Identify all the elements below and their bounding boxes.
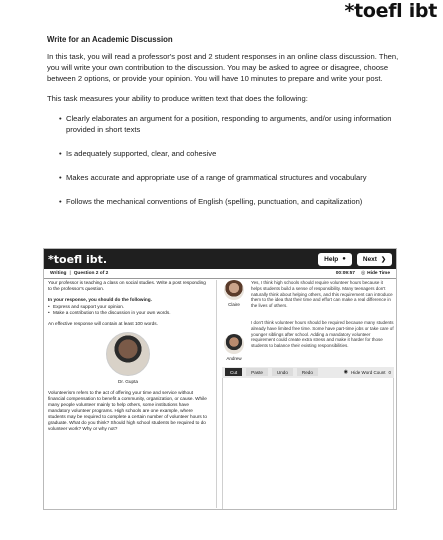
student-response bbox=[251, 320, 394, 361]
response-textarea[interactable] bbox=[222, 378, 394, 510]
instruction-item: • Express and support your opinion. bbox=[48, 304, 208, 310]
next-button[interactable] bbox=[357, 253, 392, 266]
help-dot-icon: ● bbox=[342, 256, 346, 262]
word-count: 0 bbox=[388, 369, 391, 375]
help-label: Help bbox=[324, 255, 339, 263]
separator: | bbox=[69, 271, 71, 276]
intro-paragraph-1: In this task, you will read a professor's post and 2 student responses in an online class discussion. Then, you will write your own contribution to the discussion. You may be asked to agree or disagree, choose between 2 options, or provide your opinion. You will have 10 minutes to prepare and write your post. bbox=[47, 52, 399, 83]
instruction-item: • Make a contribution to the discussion in your own words. bbox=[48, 310, 208, 316]
toefl-logo: *toefl ibt bbox=[344, 0, 437, 22]
cut-button[interactable]: Cut bbox=[225, 368, 242, 376]
window-logo: *toefl ibt. bbox=[48, 252, 108, 266]
eye-slash-icon: ◉ bbox=[343, 369, 349, 376]
criteria-item: • Is adequately supported, clear, and cohesive bbox=[59, 148, 399, 159]
panel-divider bbox=[216, 280, 217, 508]
eye-icon: ◎ bbox=[360, 271, 366, 276]
hide-time-button[interactable]: Hide Time bbox=[367, 271, 390, 276]
student-avatar bbox=[224, 280, 244, 300]
professor-name: Dr. Gupta bbox=[117, 379, 139, 384]
student-avatar bbox=[224, 334, 244, 354]
student-response-text: I don't think volunteer hours should be required because many students already have limited free time. Some have part-time jobs or take care of younger siblings after school. Adding a mandatory volunteer requirement could create extra stress and make it harder for those students to balance their existing responsibilities. bbox=[251, 319, 394, 349]
criteria-item: • Clearly elaborates an argument for a position, responding to arguments, and/or using information provided in short texts bbox=[59, 113, 399, 135]
student-avatar-block bbox=[222, 280, 246, 314]
help-button[interactable] bbox=[318, 253, 352, 266]
prompt-panel bbox=[48, 280, 208, 508]
criteria-item: • Follows the mechanical conventions of English (spelling, punctuation, and capitalization) bbox=[59, 196, 399, 207]
chevron-right-icon: ❯ bbox=[380, 256, 386, 263]
student-response bbox=[251, 280, 394, 314]
next-label: Next bbox=[362, 255, 377, 263]
test-header-bar bbox=[44, 249, 396, 269]
intro-title: Write for an Academic Discussion bbox=[47, 35, 173, 44]
hide-word-count-label: Hide Word Count bbox=[351, 369, 386, 375]
timer: 00:09:57 bbox=[335, 271, 355, 276]
section-label: Writing bbox=[50, 271, 67, 276]
editor-toolbar bbox=[222, 367, 394, 378]
student-name: Andrew bbox=[226, 355, 242, 361]
prompt-intro: Your professor is teaching a class on social studies. Write a post responding to the professor's question. bbox=[48, 280, 206, 291]
word-requirement: An effective response will contain at least 100 words. bbox=[48, 321, 158, 326]
question-counter: Question 2 of 2 bbox=[73, 271, 109, 276]
instructions-list bbox=[48, 304, 208, 316]
professor-avatar bbox=[106, 332, 150, 376]
redo-button[interactable]: Redo bbox=[297, 368, 318, 376]
discussion-panel bbox=[222, 280, 394, 510]
intro-paragraph-2: This task measures your ability to produce written text that does the following: bbox=[47, 94, 308, 103]
undo-button[interactable]: Undo bbox=[272, 368, 293, 376]
professor-question: Volunteerism refers to the act of offering your time and service without financial compensation to benefit a community, organization, or cause. While many people volunteer mainly to help others, some institutions have mandatory volunteer programs. High schools are one example, where students may be required to complete a certain number of volunteer hours to graduate. What do you think? Should high school students be required to do volunteer work? Why or why not? bbox=[48, 390, 207, 431]
task-intro bbox=[47, 34, 399, 220]
student-avatar-block bbox=[222, 320, 246, 361]
student-name: Claire bbox=[228, 302, 240, 307]
test-window-screenshot bbox=[43, 248, 397, 510]
student-post bbox=[222, 320, 394, 361]
student-post bbox=[222, 280, 394, 314]
student-response-text: Yes, I think high schools should require volunteer hours because it helps students build a sense of responsibility. Many teenagers don't naturally think about helping others, and this requirement can introduce them to the idea that their time and effort can make a real difference in the lives of others. bbox=[251, 280, 393, 309]
question-bar bbox=[44, 269, 396, 279]
criteria-list bbox=[59, 113, 399, 207]
instructions-heading: In your response, you should do the following. bbox=[48, 297, 152, 302]
hide-word-count-toggle[interactable] bbox=[344, 369, 391, 375]
criteria-item: • Makes accurate and appropriate use of a range of grammatical structures and vocabulary bbox=[59, 172, 399, 183]
paste-button[interactable]: Paste bbox=[246, 368, 268, 376]
